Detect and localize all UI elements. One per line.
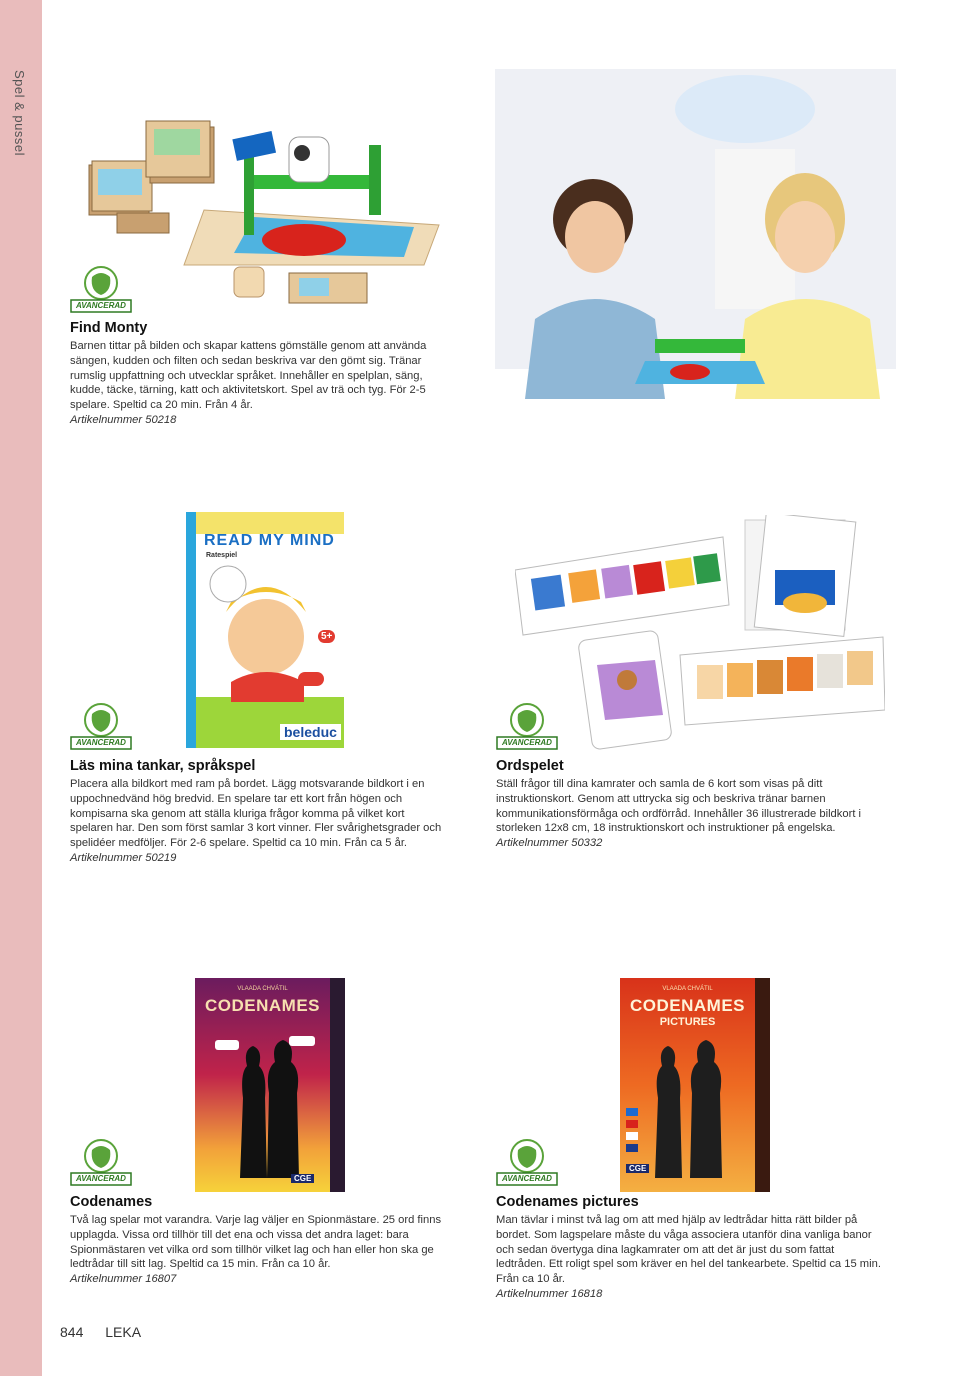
article-number: Artikelnummer 16807 [70,1273,177,1286]
product-title: Codenames [70,1194,153,1210]
product-codenames-pictures [496,1194,881,1302]
product-title: Find Monty [70,320,148,336]
product-description: Ställ frågor till dina kamrater och samla de 6 kort som visas på ditt instruktionskort. Genom att uttrycka sig och beskriva tränar barnen kommunikationsförmåga och ordförråd. Innehåller 36 illustrerade bildkort i storleken 12x8 cm, 18 instruktionskort och instruktioner på engelska. [496,778,862,835]
badge-label: AVANCERAD [76,301,126,310]
product-description: Två lag spelar mot varandra. Varje lag väljer en Spionmästare. 25 ord finns upplagda. Vissa ord tillhör till det ena och vissa det andra laget: bara Spionmästaren vet vilka ord som tillhör vilket lag och han eller hon ska ge ledtrådar till sitt lag. Speltid ca 15 min. Från ca 10 år. [70,1214,442,1271]
box-title: CODENAMES [204,996,320,1015]
page-footer [60,1324,159,1340]
badge-label: AVANCERAD [76,1174,126,1183]
product-ordspelet [496,758,891,851]
kids-playing-photo [495,69,896,419]
box-title: CODENAMES [629,996,745,1015]
codenames-box [195,978,345,1192]
article-number: Artikelnummer 50219 [70,851,177,864]
avancerad-badge [70,265,132,313]
product-title: Ordspelet [496,758,564,774]
product-title: Läs mina tankar, språkspel [70,758,256,774]
avancerad-badge [496,1138,558,1186]
product-las-mina-tankar [70,758,450,866]
product-description: Placera alla bildkort med ram på bordet. Lägg motsvarande bildkort i en uppochnedvänd hög bredvid. En spelare tar ett kort från högen och kompisarna ska genom att ställa kluriga frågor komma på vilket kort spelaren har. Den som först samlar 3 kort vinner. Fler svårighetsgrader och spelidéer medföljer. För 2-6 spelare. Speltid ca 10 min. Från ca 5 år. [70,778,442,850]
badge-label: AVANCERAD [502,1174,552,1183]
box-publisher: CGE [626,1164,649,1173]
avancerad-badge [496,702,558,750]
box-age: 5+ [318,630,335,643]
ordspelet-cards-image [515,515,885,750]
product-title: Codenames pictures [496,1194,639,1210]
box-subtitle: PICTURES [659,1016,716,1028]
find-monty-product-image [84,115,444,305]
footer-section: LEKA [105,1324,142,1340]
section-label: Spel & pussel [12,70,27,156]
side-band [0,0,42,1376]
box-author: VLAADA CHVÁTIL [237,986,288,992]
avancerad-badge [70,1138,132,1186]
badge-label: AVANCERAD [502,738,552,747]
page-number: 844 [60,1324,84,1340]
read-my-mind-box [186,512,344,748]
badge-label: AVANCERAD [76,738,126,747]
box-author: VLAADA CHVÁTIL [662,986,713,992]
article-number: Artikelnummer 50332 [496,837,603,850]
product-description: Man tävlar i minst två lag om att med hjälp av ledtrådar hitta rätt bilder på bordet. Som lagspelare måste du våga associera utanför dina vanliga banor och sedan övertyga dina lagkamrater om att det är just du som fattat ledtråden. Ett roligt spel som kräver en hel del tankearbete. Speltid ca 15 min. Från ca 10 år. [496,1214,881,1286]
box-brand: beleduc [280,724,341,740]
product-find-monty [70,320,450,428]
codenames-pictures-box [620,978,770,1192]
box-publisher: CGE [291,1174,314,1183]
product-description: Barnen tittar på bilden och skapar kattens gömställe genom att använda sängen, kudden och filten och sedan beskriva var den gömt sig. Tränar rumslig uppfattning och utvecklar språket. Innehåller en spelplan, säng, kudde, täcke, tärning, katt och aktivitetskort. Spel av trä och tyg. För 2-5 spelare. Speltid ca 20 min. Från 4 år. [70,340,427,412]
article-number: Artikelnummer 50218 [70,413,177,426]
article-number: Artikelnummer 16818 [496,1287,603,1300]
box-subtitle: Ratespiel [206,552,238,559]
box-title: READ MY MIND [204,532,335,549]
product-codenames [70,1194,455,1287]
avancerad-badge [70,702,132,750]
